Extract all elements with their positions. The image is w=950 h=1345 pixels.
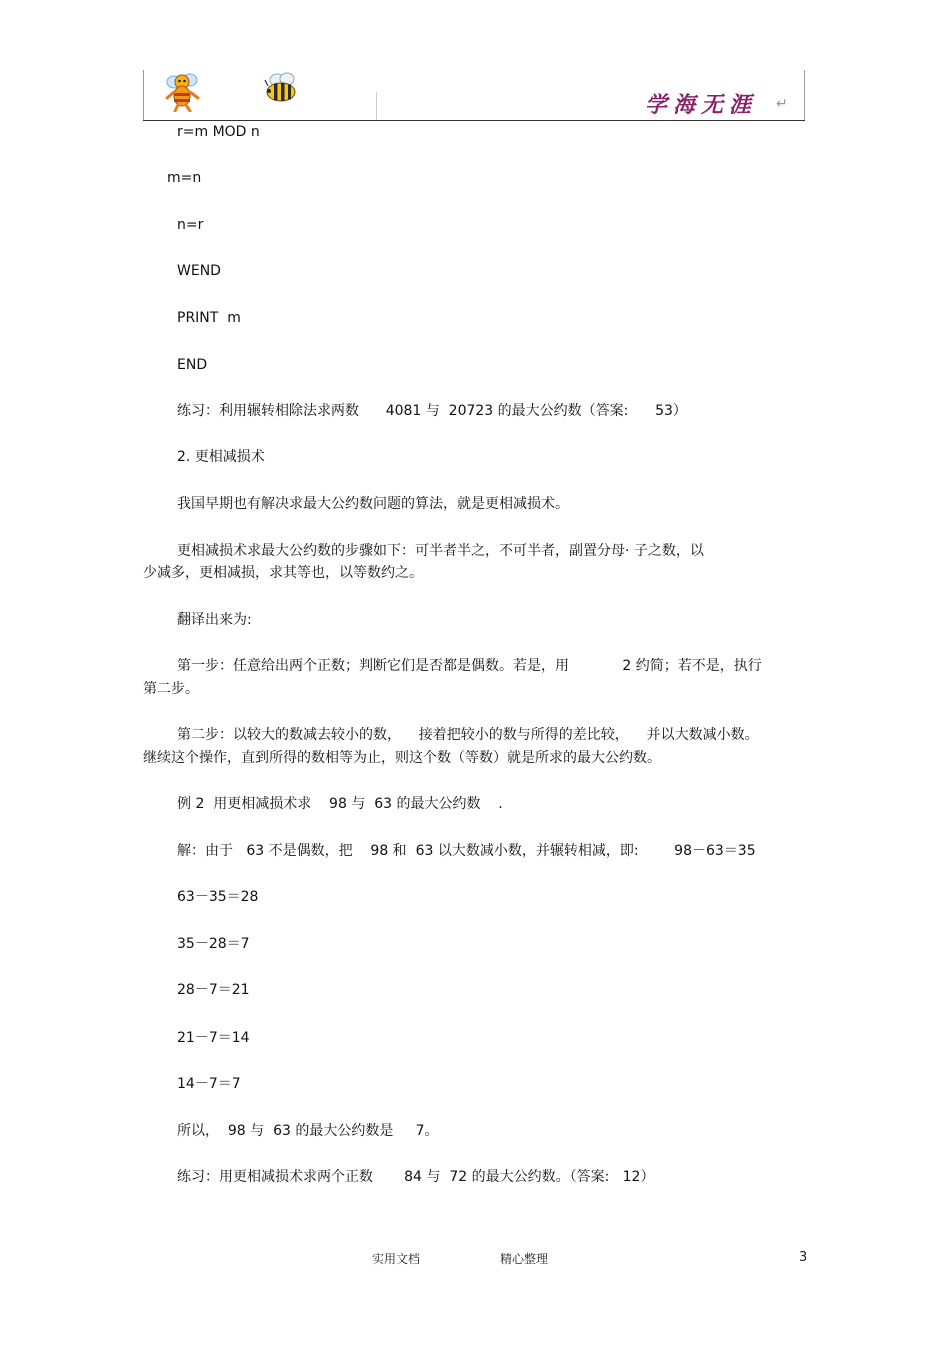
section-heading: 2. 更相减损术 [177,449,265,465]
solution-line: 解：由于 63 不是偶数，把 98 和 63 以大数减小数，并辗转相减，即: 98－63＝35 [177,843,756,859]
header-left-border [143,70,144,120]
paragraph: 翻译出来为: [177,612,252,628]
step-two-continued: 继续这个操作，直到所得的数相等为止，则这个数（等数）就是所求的最大公约数。 [143,750,661,766]
example-heading: 例 2 用更相减损术求 98 与 63 的最大公约数 . [177,796,503,812]
equation-line: 63－35＝28 [177,889,259,905]
exercise-text: 练习：利用辗转相除法求两数 4081 与 20723 的最大公约数（答案: 53） [177,403,687,419]
exercise-text: 练习：用更相减损术求两个正数 84 与 72 的最大公约数。（答案: 12） [177,1169,655,1185]
paragraph-continued: 少减多，更相减损，求其等也，以等数约之。 [143,565,423,581]
page-number: 3 [799,1250,808,1265]
step-one-continued: 第二步。 [143,681,199,697]
equation-line: 14－7＝7 [177,1076,241,1092]
code-line: n=r [177,217,204,233]
code-line: END [177,357,208,373]
equation-line: 28－7＝21 [177,982,250,998]
footer-middle: 精心整理 [500,1252,549,1266]
code-line: m=n [167,170,202,186]
step-two: 第二步：以较大的数减去较小的数， 接着把较小的数与所得的差比较， 并以大数减小数。 [177,727,759,743]
equation-line: 35－28＝7 [177,936,250,952]
code-line: PRINT m [177,310,241,326]
header-right-border [804,70,805,120]
header-rule [143,120,805,121]
cartoon-bee-icon [160,68,204,112]
equation-line: 21－7＝14 [177,1030,250,1046]
header-divider [376,92,377,120]
code-line: r=m MOD n [177,124,260,140]
step-one: 第一步：任意给出两个正数；判断它们是否都是偶数。若是，用 2 约简；若不是，执行 [177,658,762,674]
code-line: WEND [177,263,221,279]
conclusion: 所以， 98 与 63 的最大公约数是 7。 [177,1123,439,1139]
paragraph: 我国早期也有解决求最大公约数问题的算法，就是更相减损术。 [177,496,569,512]
footer-left: 实用文档 [372,1252,421,1266]
paragraph-mark: ↵ [776,96,788,112]
header-slogan: 学海无涯 [645,92,758,118]
paragraph: 更相减损术求最大公约数的步骤如下：可半者半之，不可半者，副置分母· 子之数，以 [177,543,704,559]
bee-icon [262,72,300,106]
